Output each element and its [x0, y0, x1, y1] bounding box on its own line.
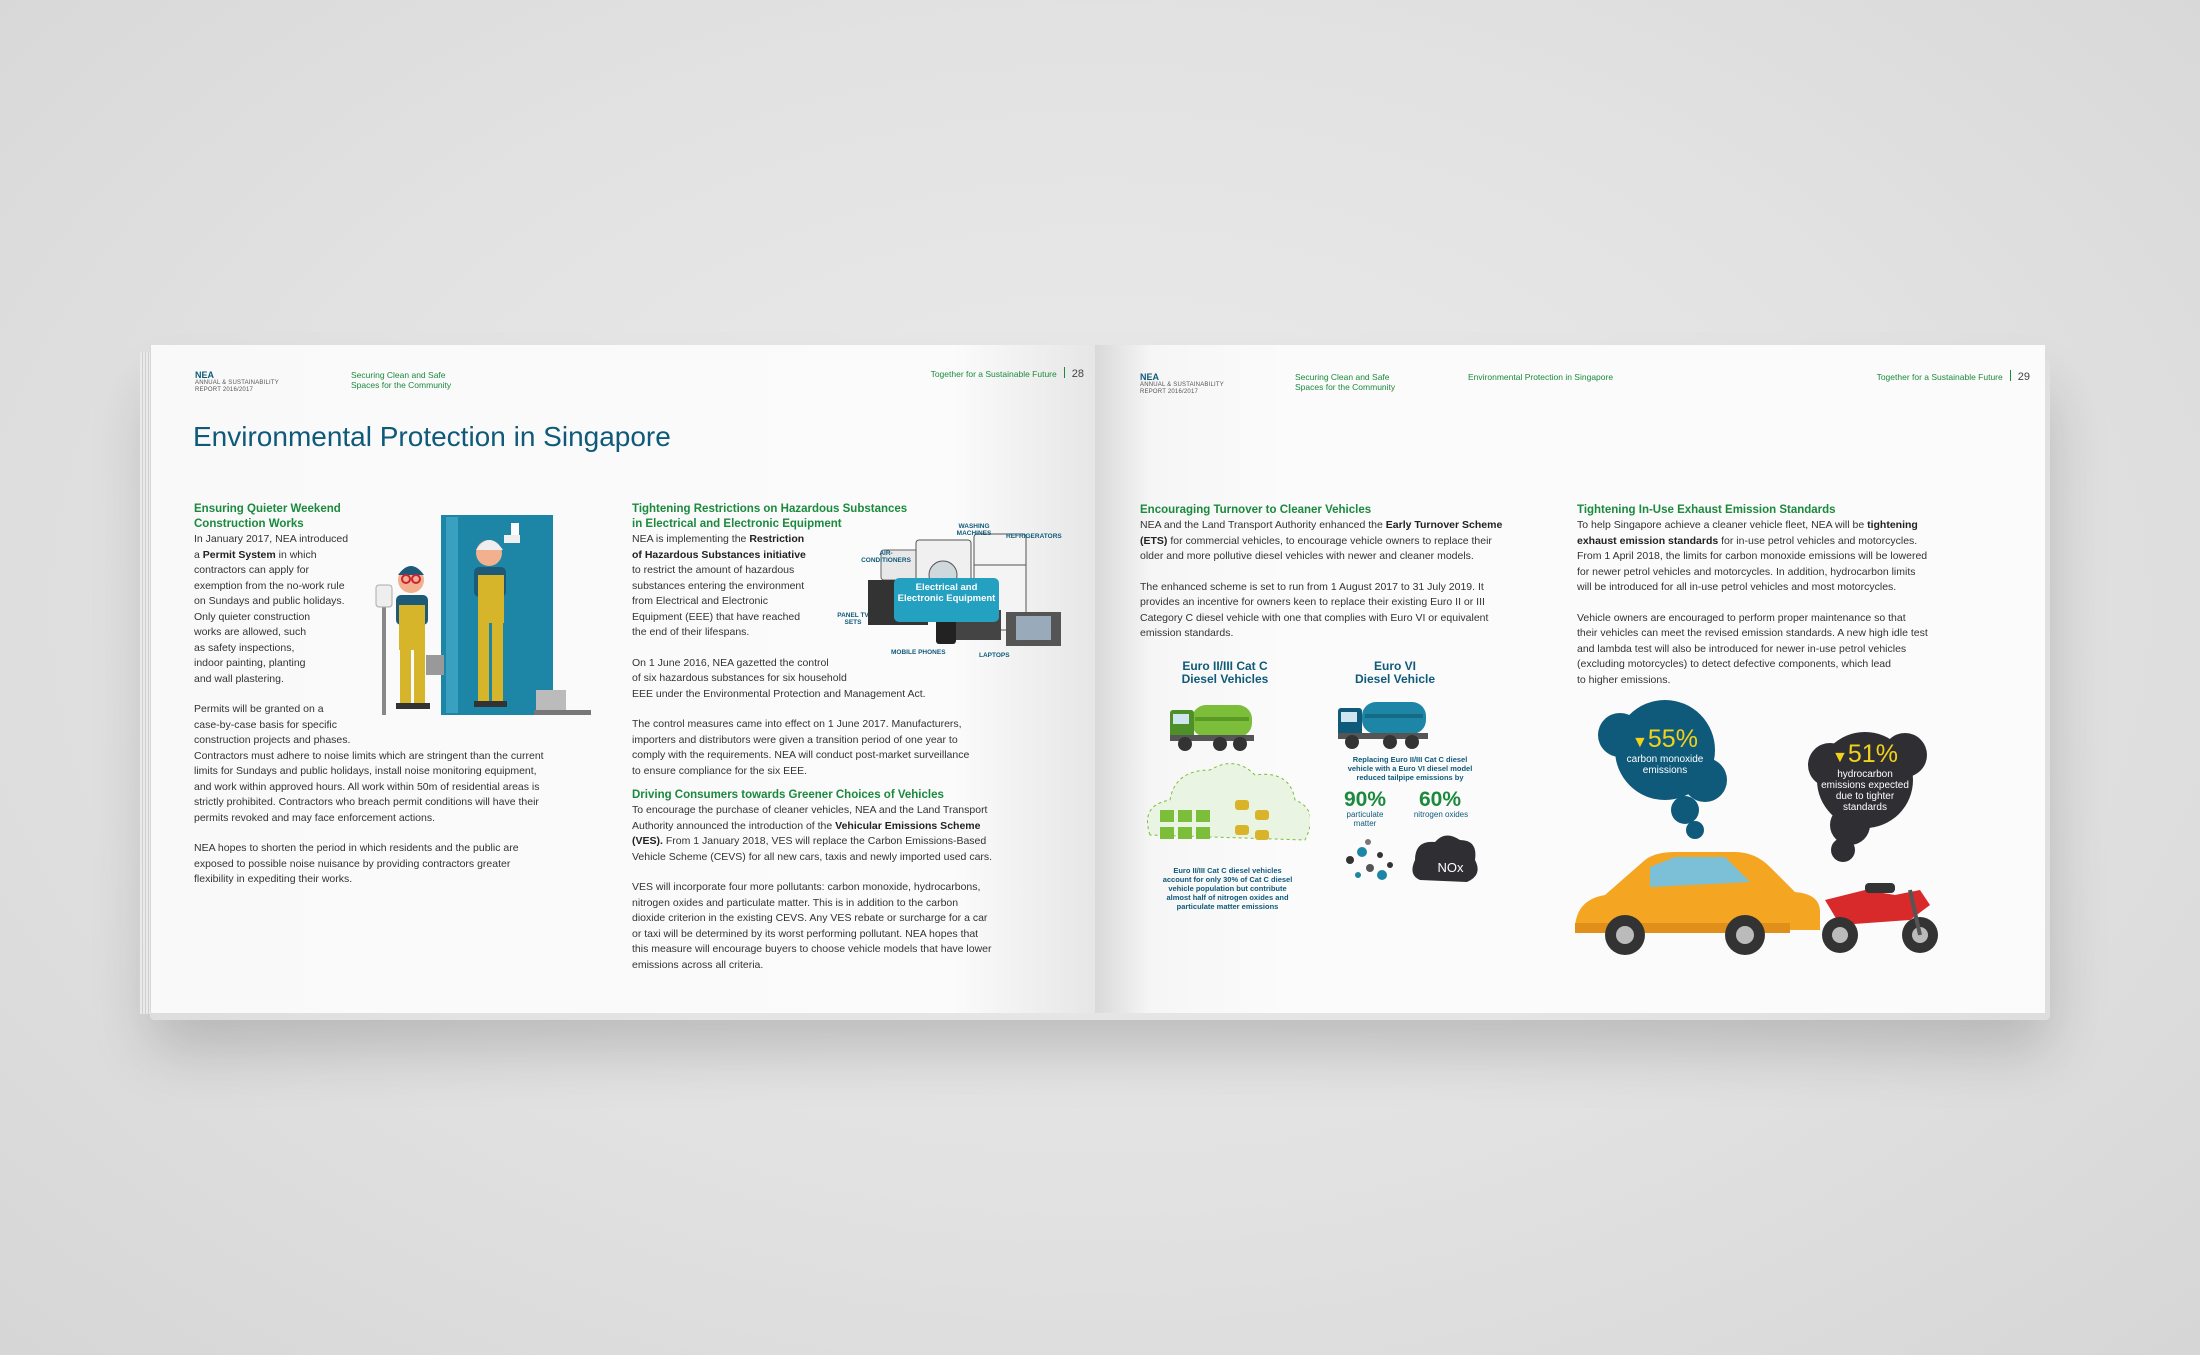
new-vehicle-title: Diesel Vehicle — [1354, 672, 1436, 686]
paragraph-line: older and more pollutive diesel vehicles with newer and cleaner models. — [1140, 550, 1474, 562]
divider — [1064, 367, 1065, 378]
subsection-label: Environmental Protection in Singapore — [1468, 372, 1614, 382]
emissions-infographic — [1565, 695, 2035, 975]
down-arrow-icon: ▼ — [1832, 749, 1848, 766]
divider — [2010, 370, 2011, 381]
bold-term: Early Turnover Scheme — [1385, 519, 1503, 531]
paragraph-line: limits for Sundays and public holidays, install noise monitoring equipment, — [194, 765, 537, 777]
paragraph-line: substances entering the environment — [632, 579, 805, 592]
paragraph-line: comply with the requirements. NEA will conduct post-market surveillance — [632, 749, 970, 761]
paragraph-line: emissions across all criteria. — [632, 958, 764, 971]
paragraph-line: From 1 April 2018, the limits for carbon monoxide emissions will be lowered — [1577, 550, 1928, 562]
paragraph-line: flexibility in expediting their works. — [194, 873, 353, 885]
section-line: Securing Clean and Safe — [1295, 372, 1390, 382]
co-percentage: 55% — [1647, 725, 1698, 753]
paragraph-line: strictly prohibited. Contractors who breach permit conditions will have their — [194, 796, 539, 808]
section-heading: Tightening In-Use Exhaust Emission Standards — [1577, 504, 1836, 516]
cloud-note — [1145, 866, 1310, 911]
paragraph-line: vehicle with a Euro VI diesel model — [1347, 764, 1473, 773]
paragraph-line: Only quieter construction — [194, 610, 311, 623]
paragraph-line: Category C diesel vehicle with one that complies with Euro VI or equivalent — [1140, 611, 1489, 624]
paragraph-line: on Sundays and public holidays. — [194, 595, 345, 607]
paragraph-line: Permits will be granted on a — [194, 703, 324, 715]
paragraph — [632, 850, 1072, 866]
eee-label: MOBILE PHONES — [891, 649, 946, 656]
traffic-cloud-icon — [1140, 755, 1310, 865]
paragraph — [1140, 580, 1560, 642]
paragraph-line: To encourage the purchase of cleaner vehicles, NEA and the Land Transport — [632, 804, 988, 816]
paragraph — [1140, 549, 1560, 565]
co-label — [1615, 754, 1715, 776]
page-number: 28 — [1071, 368, 1084, 380]
nox-label: nitrogen oxides — [1413, 810, 1469, 819]
paragraph-line: importers and distributors were given a transition period of one year to — [632, 733, 958, 746]
paragraph-line: case-by-case basis for specific — [194, 718, 337, 731]
tagline: Together for a Sustainable Future — [930, 369, 1057, 379]
paragraph-line: carbon monoxide — [1626, 754, 1704, 765]
motorcycle-icon — [1822, 883, 1938, 953]
paragraph-line: particulate — [1346, 810, 1384, 819]
left-header-section — [351, 370, 451, 390]
paragraph-line: for newer petrol vehicles and motorcycles. In addition, hydrocarbon limits — [1577, 565, 1916, 578]
right-header-section — [1295, 372, 1395, 392]
paragraph-line: matter — [1353, 819, 1377, 828]
paragraph-line: provides an incentive for owners keen to replace their existing Euro II or III — [1140, 596, 1485, 608]
paragraph-line: EEE under the Environmental Protection and Management Act. — [632, 687, 926, 700]
paragraph-line: and wall plastering. — [194, 672, 284, 685]
paragraph-line: of six hazardous substances for six household — [632, 672, 847, 684]
left-header-right — [931, 364, 1084, 382]
paragraph-line: NEA is implementing the Restriction — [632, 533, 805, 545]
paragraph-line: The enhanced scheme is set to run from 1 August 2017 to 31 July 2019. It — [1140, 580, 1484, 593]
paragraph-line: Vehicle Scheme (CEVS) for all new cars, taxis and newly imported used cars. — [632, 850, 993, 863]
paragraph-line: particulate matter emissions — [1176, 902, 1279, 911]
paragraph-line: permits revoked and may face enforcement actions. — [194, 811, 436, 824]
paragraph-line: The control measures came into effect on 1 June 2017. Manufacturers, — [632, 718, 962, 730]
right-header-report — [1140, 372, 1224, 396]
section-heading: Construction Works — [194, 518, 304, 530]
old-truck-icon — [1170, 705, 1254, 751]
org-name: NEA — [195, 370, 215, 380]
paragraph-line: In January 2017, NEA introduced — [194, 533, 349, 545]
paragraph-line: Contractors must adhere to noise limits which are stringent than the current — [194, 749, 544, 762]
report-line: REPORT 2016/2017 — [195, 387, 254, 393]
co-stat — [1615, 725, 1715, 776]
paragraph-line: reduced tailpipe emissions by — [1356, 773, 1464, 782]
section-heading: Driving Consumers towards Greener Choices of Vehicles — [632, 789, 944, 801]
hc-stat — [1815, 740, 1915, 813]
paragraph-line: this measure will encourage buyers to choose vehicle models that have lower — [632, 943, 992, 955]
page-number: 29 — [2017, 371, 2030, 383]
report-line: REPORT 2016/2017 — [1140, 389, 1199, 395]
paragraph-line: account for only 30% of Cat C diesel — [1162, 875, 1293, 884]
paragraph-line: contractors can apply for — [194, 564, 309, 576]
org-name: NEA — [1140, 372, 1160, 382]
painter-1-figure — [376, 566, 444, 715]
turnover-section — [1140, 503, 1560, 642]
bold-term: (ETS) — [1140, 534, 1168, 547]
hc-percentage: 51% — [1847, 740, 1898, 768]
paragraph — [194, 841, 674, 888]
paragraph-line: their vehicles can meet the revised emission standards. A new high idle test — [1577, 627, 1928, 639]
bold-term: exhaust emission standards — [1577, 534, 1719, 547]
old-vehicle-title: Euro II/III Cat C — [1182, 659, 1268, 673]
paragraph — [632, 656, 1072, 703]
paragraph-line: (excluding motorcycles) to detect defective components, which lead — [1577, 658, 1891, 670]
bold-term: tightening — [1867, 519, 1918, 531]
paragraph — [632, 880, 1072, 973]
paragraph-line: VES will incorporate four more pollutants: carbon monoxide, hydrocarbons, — [632, 881, 981, 893]
pm-label — [1335, 810, 1395, 828]
paragraph-line: exposed to possible noise nuisance by providing contractors greater — [194, 857, 511, 870]
paragraph-line: Euro II/III Cat C diesel vehicles — [1173, 866, 1282, 875]
paragraph — [1577, 611, 2017, 689]
paragraph-line: to ensure compliance for the six EEE. — [632, 764, 808, 777]
bold-term: Restriction — [749, 533, 805, 545]
paragraph-line: vehicle population but contribute — [1168, 884, 1287, 893]
paragraph-line: Vehicle owners are encouraged to perform proper maintenance so that — [1577, 611, 1906, 624]
painters-illustration — [326, 505, 591, 730]
paragraph-line: standards — [1843, 802, 1887, 813]
section-line: Securing Clean and Safe — [351, 370, 446, 380]
section-heading: Tightening Restrictions on Hazardous Substances — [632, 503, 908, 515]
paragraph-line: indoor painting, planting — [194, 657, 306, 669]
paragraph-line: to higher emissions. — [1577, 673, 1671, 686]
exhaust-section — [1577, 503, 2017, 688]
hc-label — [1815, 769, 1915, 813]
new-vehicle-title: Euro VI — [1373, 659, 1416, 673]
paragraph-line: (VES). From 1 January 2018, VES will replace the Carbon Emissions-Based — [632, 835, 987, 847]
paragraph-line: To help Singapore achieve a cleaner vehicle fleet, NEA will be tightening — [1577, 519, 1918, 531]
paragraph-line: works are allowed, such — [194, 626, 307, 638]
report-line: ANNUAL & SUSTAINABILITY — [195, 380, 279, 386]
section-line: Spaces for the Community — [1295, 382, 1396, 392]
paragraph-line — [632, 819, 1072, 835]
replace-note — [1345, 755, 1475, 782]
paragraph-line: due to tighter — [1835, 791, 1895, 802]
eee-label: AIR-CONDITIONERS — [861, 550, 911, 564]
paragraph-line: Replacing Euro II/III Cat C diesel — [1352, 755, 1468, 764]
paragraph-line: exhaust emission standards for in-use petrol vehicles and motorcycles. — [1577, 534, 1918, 547]
paragraph — [1577, 549, 2017, 596]
eee-label: REFRIGERATORS — [1006, 533, 1062, 540]
paragraph-line: Authority announced the introduction of the — [632, 819, 833, 832]
paragraph-line: or taxi will be determined by its worst performing pollutant. NEA hopes that — [632, 927, 979, 940]
paragraph-line: dioxide criterion in the existing CEVS. Any VES rebate or surcharge for a car — [632, 912, 988, 924]
bold-term: (VES). — [632, 835, 663, 847]
paragraph-line: and lambda test will also be introduced for newer in-use petrol vehicles — [1577, 642, 1907, 655]
bold-term: Vehicular Emissions Scheme — [835, 819, 981, 832]
eee-label: PANEL TV SETS — [837, 612, 869, 626]
right-page — [1095, 345, 2045, 1013]
section-heading: Ensuring Quieter Weekend — [194, 503, 341, 515]
eee-center-label: Electrical and Electronic Equipment — [894, 578, 999, 622]
paragraph-line: construction projects and phases. — [194, 734, 351, 746]
paragraph-line: emissions expected — [1821, 780, 1909, 791]
eee-label: LAPTOPS — [979, 652, 1010, 659]
left-page — [150, 345, 1096, 1013]
section-heading: in Electrical and Electronic Equipment — [632, 518, 842, 530]
bold-term: Permit System — [202, 548, 276, 561]
paragraph-line: hydrocarbon — [1837, 769, 1893, 780]
paragraph-line: almost half of nitrogen oxides and — [1166, 893, 1289, 902]
paragraph-line: emissions — [1642, 765, 1688, 776]
left-header-report — [195, 370, 279, 394]
paragraph-line: emission standards. — [1140, 627, 1234, 639]
paragraph — [632, 717, 1072, 779]
paragraph-line: NEA hopes to shorten the period in which residents and the public are — [194, 842, 519, 854]
pm-percentage: 90% — [1343, 788, 1387, 811]
paragraph-line: as safety inspections, — [194, 641, 295, 654]
section-heading: Encouraging Turnover to Cleaner Vehicles — [1140, 504, 1372, 516]
paragraph-line: will be introduced for all in-use petrol vehicles and most motorcycles. — [1577, 581, 1897, 593]
tagline: Together for a Sustainable Future — [1876, 372, 2003, 382]
paragraph-line: exemption from the no-work rule — [194, 579, 345, 592]
paragraph-line: NEA and the Land Transport Authority enhanced the Early Turnover Scheme — [1140, 519, 1503, 531]
new-truck-icon — [1338, 702, 1428, 749]
diesel-infographic — [1140, 660, 1540, 950]
paragraph-line: and work within approved hours. All work within 50m of residential areas is — [194, 780, 540, 793]
paragraph-line: Equipment (EEE) that have reached — [632, 610, 801, 623]
nox-percentage: 60% — [1418, 788, 1462, 811]
paragraph-line: the end of their lifespans. — [632, 626, 750, 638]
page-title: Environmental Protection in Singapore — [193, 421, 671, 452]
bold-term: of Hazardous Substances initiative — [632, 548, 806, 561]
section-line: Spaces for the Community — [351, 380, 452, 390]
eee-graphic — [837, 520, 1086, 660]
right-header-right — [1877, 367, 2030, 385]
nox-cloud-label: NOx — [1437, 860, 1464, 875]
paragraph-line: a Permit System in which — [194, 548, 317, 561]
car-icon — [1575, 852, 1820, 955]
paragraph-line: nitrogen oxides and particulate matter. This is in addition to the carbon — [632, 896, 959, 909]
paragraph-line: On 1 June 2016, NEA gazetted the control — [632, 656, 829, 669]
report-line: ANNUAL & SUSTAINABILITY — [1140, 382, 1224, 388]
down-arrow-icon: ▼ — [1632, 734, 1648, 751]
eee-label: WASHING MACHINES — [956, 523, 992, 537]
paragraph-line: (ETS) for commercial vehicles, to encourage vehicle owners to replace their — [1140, 534, 1492, 547]
paragraph-line: from Electrical and Electronic — [632, 595, 768, 607]
paragraph-line: to restrict the amount of hazardous — [632, 564, 795, 576]
old-vehicle-title: Diesel Vehicles — [1181, 672, 1269, 686]
